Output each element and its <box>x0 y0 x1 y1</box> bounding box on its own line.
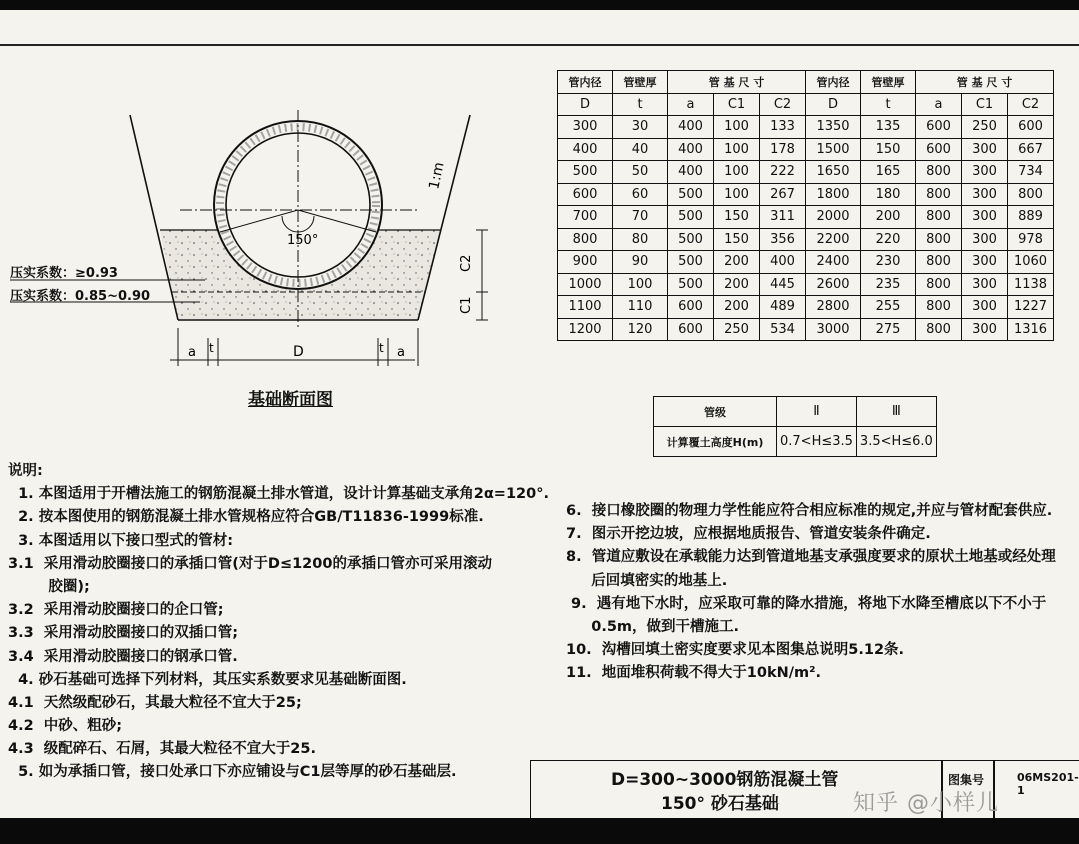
pressure-top: 压实系数：≥0.93 <box>10 266 118 281</box>
table-cell: 600 <box>916 116 962 139</box>
table-cell: 1000 <box>558 273 613 296</box>
table-cell: 500 <box>668 228 714 251</box>
th-wall: 管壁厚 <box>613 71 668 94</box>
table-cell: 800 <box>558 228 613 251</box>
table-cell: 267 <box>760 183 806 206</box>
dim-d: D <box>293 344 304 360</box>
table-cell: 300 <box>962 138 1008 161</box>
grade-header: 管级 <box>654 397 777 427</box>
note-line: 0.5m，做到干槽施工. <box>566 618 740 635</box>
table-cell: 150 <box>714 228 760 251</box>
note-line: 11. 地面堆积荷载不得大于10kN/m². <box>566 665 822 682</box>
table-cell: 667 <box>1008 138 1054 161</box>
table-cell: 500 <box>668 251 714 274</box>
notes-right <box>566 500 1056 686</box>
table-row <box>558 161 1054 184</box>
foundation-section-diagram <box>0 60 540 390</box>
table-cell: 800 <box>916 273 962 296</box>
table-row <box>558 228 1054 251</box>
note-line: 说明: <box>8 463 43 479</box>
th-a: a <box>668 93 714 116</box>
table-cell: 800 <box>916 206 962 229</box>
table-row <box>558 183 1054 206</box>
table-row <box>558 251 1054 274</box>
table-cell: 1800 <box>806 183 861 206</box>
table-cell: 1200 <box>558 318 613 341</box>
table-cell: 300 <box>962 228 1008 251</box>
dim-c2: C2 <box>459 254 474 272</box>
table-cell: 178 <box>760 138 806 161</box>
table-cell: 800 <box>916 318 962 341</box>
table-cell: 30 <box>613 116 668 139</box>
table-cell: 2200 <box>806 228 861 251</box>
note-line: 4.3 级配碎石、石屑，其最大粒径不宜大于25. <box>8 741 316 758</box>
table-cell: 1316 <box>1008 318 1054 341</box>
table-cell: 978 <box>1008 228 1054 251</box>
table-cell: 200 <box>714 296 760 319</box>
th-c2-2: C2 <box>1008 93 1054 116</box>
table-cell: 300 <box>558 116 613 139</box>
title-line-1: D=300~3000钢筋混凝土管 <box>611 770 839 790</box>
note-line: 3.3 采用滑动胶圈接口的双插口管; <box>8 625 239 642</box>
watermark: 知乎 @小样儿 <box>853 791 999 816</box>
notes-left <box>8 460 549 785</box>
table-cell: 800 <box>916 161 962 184</box>
note-line: 3.2 采用滑动胶圈接口的企口管; <box>8 602 224 619</box>
table-cell: 180 <box>861 183 916 206</box>
table-cell: 275 <box>861 318 916 341</box>
table-cell: 800 <box>1008 183 1054 206</box>
table-cell: 235 <box>861 273 916 296</box>
dim-a-left: a <box>188 345 196 360</box>
atlas-number: 06MS201-1 <box>1017 771 1079 797</box>
diagram-caption: 基础断面图 <box>248 390 333 410</box>
table-cell: 300 <box>962 296 1008 319</box>
th-base-size-2: 管 基 尺 寸 <box>916 71 1054 94</box>
table-cell: 3000 <box>806 318 861 341</box>
table-cell: 1100 <box>558 296 613 319</box>
dim-a-right: a <box>397 345 405 360</box>
table-cell: 135 <box>861 116 916 139</box>
atlas-label: 图集号 <box>948 773 985 787</box>
table-cell: 400 <box>668 161 714 184</box>
cover-height-label: 计算覆土高度H(m) <box>654 427 777 457</box>
pressure-bottom: 压实系数：0.85~0.90 <box>10 289 151 304</box>
note-line: 2. 按本图使用的钢筋混凝土排水管规格应符合GB/T11836-1999标准. <box>8 509 484 526</box>
table-cell: 400 <box>668 116 714 139</box>
table-cell: 311 <box>760 206 806 229</box>
table-cell: 200 <box>714 273 760 296</box>
note-line: 9. 遇有地下水时，应采取可靠的降水措施，将地下水降至槽底以下不小于 <box>566 595 1047 612</box>
note-line: 胶圈); <box>8 578 90 595</box>
table-cell: 800 <box>916 183 962 206</box>
table-row <box>558 296 1054 319</box>
th-inner-dia: 管内径 <box>558 71 613 94</box>
th-c1: C1 <box>714 93 760 116</box>
table-cell: 80 <box>613 228 668 251</box>
table-cell: 222 <box>760 161 806 184</box>
note-line: 1. 本图适用于开槽法施工的钢筋混凝土排水管道，设计计算基础支承角2α=120°. <box>8 486 549 503</box>
table-cell: 165 <box>861 161 916 184</box>
table-cell: 2600 <box>806 273 861 296</box>
table-cell: 250 <box>714 318 760 341</box>
table-cell: 600 <box>668 318 714 341</box>
table-cell: 600 <box>1008 116 1054 139</box>
table-cell: 100 <box>714 161 760 184</box>
table-cell: 900 <box>558 251 613 274</box>
table-cell: 150 <box>714 206 760 229</box>
table-cell: 60 <box>613 183 668 206</box>
table-cell: 300 <box>962 251 1008 274</box>
table-cell: 300 <box>962 206 1008 229</box>
table-cell: 489 <box>760 296 806 319</box>
note-line: 4. 砂石基础可选择下列材料，其压实系数要求见基础断面图. <box>8 671 407 688</box>
table-cell: 40 <box>613 138 668 161</box>
note-line: 后回填密实的地基上. <box>566 572 728 589</box>
table-cell: 500 <box>668 206 714 229</box>
table-cell: 220 <box>861 228 916 251</box>
top-black-border <box>0 0 1079 10</box>
table-cell: 100 <box>714 183 760 206</box>
th-t-2: t <box>861 93 916 116</box>
table-cell: 1138 <box>1008 273 1054 296</box>
slope-label: 1:m <box>426 160 448 191</box>
table-cell: 200 <box>861 206 916 229</box>
table-cell: 255 <box>861 296 916 319</box>
table-row <box>558 273 1054 296</box>
table-cell: 200 <box>714 251 760 274</box>
th-a-2: a <box>916 93 962 116</box>
th-c1-2: C1 <box>962 93 1008 116</box>
table-cell: 1500 <box>806 138 861 161</box>
cover-height-3: 3.5<H≤6.0 <box>856 427 936 457</box>
table-cell: 300 <box>962 318 1008 341</box>
dim-c1: C1 <box>459 296 474 314</box>
table-cell: 400 <box>760 251 806 274</box>
note-line: 10. 沟槽回填土密实度要求见本图集总说明5.12条. <box>566 642 905 659</box>
th-t: t <box>613 93 668 116</box>
note-line: 8. 管道应敷设在承载能力达到管道地基支承强度要求的原状土地基或经处理 <box>566 549 1056 566</box>
table-cell: 400 <box>668 138 714 161</box>
table-cell: 600 <box>916 138 962 161</box>
table-cell: 100 <box>714 116 760 139</box>
table-cell: 90 <box>613 251 668 274</box>
cover-height-2: 0.7<H≤3.5 <box>777 427 857 457</box>
note-line: 4.1 天然级配砂石，其最大粒径不宜大于25; <box>8 694 302 711</box>
pipe-grade-table <box>653 396 937 457</box>
table-row <box>558 116 1054 139</box>
grade-2: Ⅱ <box>777 397 857 427</box>
table-cell: 133 <box>760 116 806 139</box>
table-cell: 500 <box>668 273 714 296</box>
table-cell: 600 <box>668 296 714 319</box>
table-cell: 50 <box>613 161 668 184</box>
table-cell: 300 <box>962 183 1008 206</box>
table-cell: 300 <box>962 161 1008 184</box>
th-inner-dia-2: 管内径 <box>806 71 861 94</box>
table-cell: 100 <box>613 273 668 296</box>
table-cell: 600 <box>558 183 613 206</box>
th-D: D <box>558 93 613 116</box>
table-cell: 889 <box>1008 206 1054 229</box>
note-line: 7. 图示开挖边坡，应根据地质报告、管道安装条件确定. <box>566 526 931 543</box>
bottom-black-border <box>0 818 1079 844</box>
table-cell: 700 <box>558 206 613 229</box>
table-cell: 110 <box>613 296 668 319</box>
th-wall-2: 管壁厚 <box>861 71 916 94</box>
pipe-base-size-rows <box>558 116 1054 341</box>
table-cell: 1650 <box>806 161 861 184</box>
table-cell: 500 <box>558 161 613 184</box>
th-c2: C2 <box>760 93 806 116</box>
table-cell: 150 <box>861 138 916 161</box>
table-cell: 2400 <box>806 251 861 274</box>
table-cell: 800 <box>916 296 962 319</box>
note-line: 3. 本图适用以下接口型式的管材: <box>8 532 234 549</box>
table-cell: 734 <box>1008 161 1054 184</box>
note-line: 3.4 采用滑动胶圈接口的钢承口管. <box>8 648 238 665</box>
table-cell: 70 <box>613 206 668 229</box>
angle-label: 150° <box>287 233 319 248</box>
table-cell: 400 <box>558 138 613 161</box>
frame-top-line <box>0 44 1079 46</box>
table-cell: 2000 <box>806 206 861 229</box>
pipe-base-size-table <box>557 70 1054 341</box>
trench-right-wall <box>418 115 470 320</box>
table-cell: 250 <box>962 116 1008 139</box>
dim-t-right: t <box>379 341 384 355</box>
grade-3: Ⅲ <box>856 397 936 427</box>
th-base-size: 管 基 尺 寸 <box>668 71 806 94</box>
table-cell: 800 <box>916 251 962 274</box>
dim-t-left: t <box>209 341 214 355</box>
table-row <box>558 318 1054 341</box>
note-line: 5. 如为承插口管，接口处承口下亦应铺设与C1层等厚的砂石基础层. <box>8 764 457 781</box>
table-cell: 800 <box>916 228 962 251</box>
table-cell: 1350 <box>806 116 861 139</box>
table-row <box>558 138 1054 161</box>
table-cell: 500 <box>668 183 714 206</box>
table-row <box>558 206 1054 229</box>
table-cell: 534 <box>760 318 806 341</box>
table-cell: 1227 <box>1008 296 1054 319</box>
note-line: 3.1 采用滑动胶圈接口的承插口管(对于D≤1200的承插口管亦可采用滚动 <box>8 555 492 572</box>
th-D-2: D <box>806 93 861 116</box>
table-cell: 230 <box>861 251 916 274</box>
table-cell: 356 <box>760 228 806 251</box>
table-cell: 1060 <box>1008 251 1054 274</box>
note-line: 6. 接口橡胶圈的物理力学性能应符合相应标准的规定,并应与管材配套供应. <box>566 503 1053 519</box>
table-cell: 120 <box>613 318 668 341</box>
note-line: 4.2 中砂、粗砂; <box>8 718 123 735</box>
title-line-2: 150° 砂石基础 <box>661 794 779 814</box>
table-cell: 445 <box>760 273 806 296</box>
table-cell: 300 <box>962 273 1008 296</box>
table-cell: 2800 <box>806 296 861 319</box>
table-cell: 100 <box>714 138 760 161</box>
